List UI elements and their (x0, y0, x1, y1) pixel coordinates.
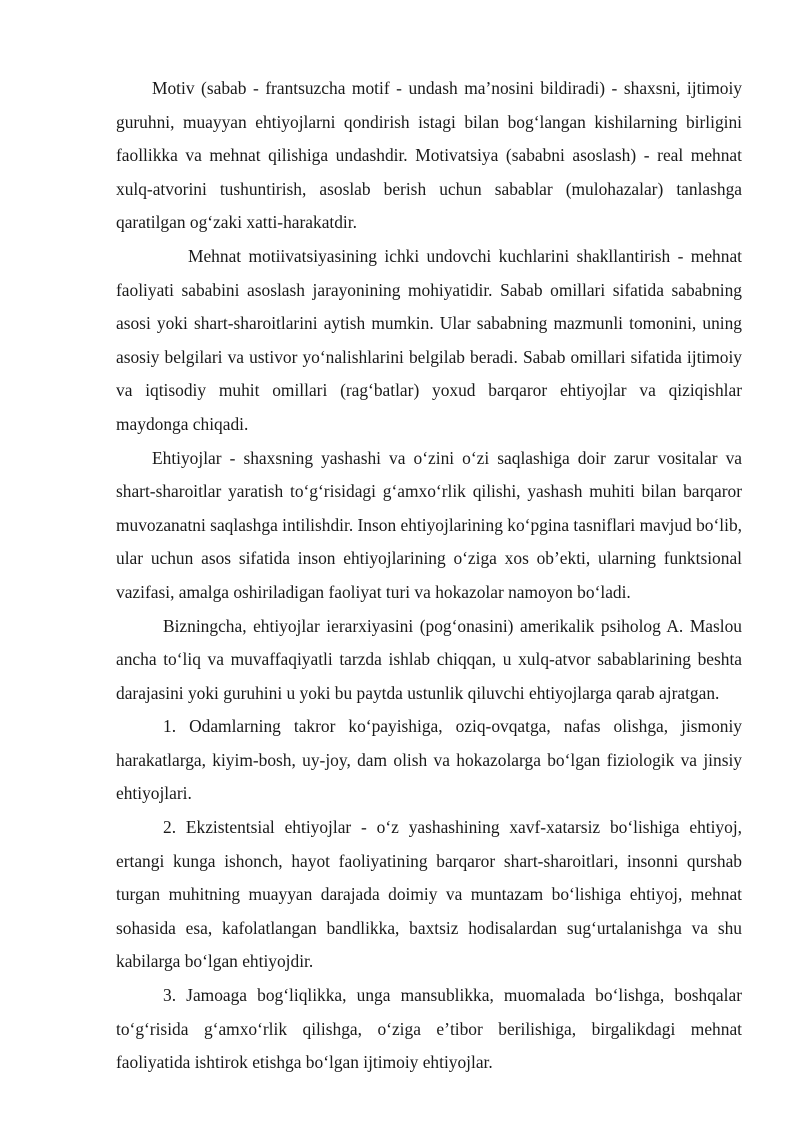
paragraph-ehtiyojlar: Ehtiyojlar - shaxsning yashashi va oʻzini oʻzi saqlashiga doir zarur vositalar va shart-sharoitlar yaratish toʻgʻrisidagi gʻamxoʻrlik qilishi, yashash muhiti bilan barqaror muvozanatni saqlashga intilishdir. Inson ehtiyojlarining koʻpgina tasniflari mavjud boʻlib, ular uchun asos sifatida inson ehtiyojlarining oʻziga xos obʼekti, ularning funktsional vazifasi, amalga oshiriladigan faoliyat turi va hokazolar namoyon boʻladi. (116, 447, 742, 602)
list-item-1-fiziologik: 1. Odamlarning takror koʻpayishiga, oziq-ovqatga, nafas olishga, jismoniy harakatlarga, kiyim-bosh, uy-joy, dam olish va hokazolarga boʻlgan fiziologik va jinsiy ehtiyojlari. (116, 716, 742, 804)
list-item-2-ekzistentsial: 2. Ekzistentsial ehtiyojlar - oʻz yashashining xavf-xatarsiz boʻlishiga ehtiyoj, ertangi kunga ishonch, hayot faoliyatining barqaror shart-sharoitlari, insonni qurshab turgan muhitning muayyan darajada doimiy va muntazam boʻlishiga ehtiyoj, mehnat sohasida esa, kafolatlangan bandlikka, baxtsiz hodisalardan sugʻurtalanishga va shu kabilarga boʻlgan ehtiyojdir. (116, 817, 742, 972)
paragraph-motiv: Motiv (sabab - frantsuzcha motif - undash maʼnosini bildiradi) - shaxsni, ijtimoiy guruhni, muayyan ehtiyojlarni qondirish istagi bilan bogʻlangan kishilarning birligini faollikka va mehnat qilishiga undashdir. Motivatsiya (sababni asoslash) - real mehnat xulq-atvorini tushuntirish, asoslab berish uchun sabablar (mulohazalar) tanlashga qaratilgan ogʻzaki xatti-harakatdir. (116, 78, 742, 233)
document-body (116, 72, 742, 1080)
paragraph-maslou: Bizningcha, ehtiyojlar ierarxiyasini (pogʻonasini) amerikalik psiholog A. Maslou ancha toʻliq va muvaffaqiyatli tarzda ishlab chiqqan, u xulq-atvor sabablarining beshta darajasini yoki guruhini u yoki bu paytda ustunlik qiluvchi ehtiyojlarga qarab ajratgan. (116, 615, 742, 703)
paragraph-mehnat-motivatsiyasi: Mehnat motiivatsiyasining ichki undovchi kuchlarini shakllantirish - mehnat faoliyati sababini asoslash jarayonining mohiyatidir. Sabab omillari sifatida sababning asosi yoki shart-sharoitlarini aytish mumkin. Ular sababning mazmunli tomonini, uning asosiy belgilari va ustivor yoʻnalishlarini belgilab beradi. Sabab omillari sifatida ijtimoiy va iqtisodiy muhit omillari (ragʻbatlar) yoxud barqaror ehtiyojlar va qiziqishlar maydonga chiqadi. (116, 245, 742, 434)
list-item-3-ijtimoiy: 3. Jamoaga bogʻliqlikka, unga mansublikka, muomalada boʻlishga, boshqalar toʻgʻrisida gʻamxoʻrlik qilishga, oʻziga eʼtibor berilishiga, birgalikdagi mehnat faoliyatida ishtirok etishga boʻlgan ijtimoiy ehtiyojlar. (116, 985, 742, 1073)
